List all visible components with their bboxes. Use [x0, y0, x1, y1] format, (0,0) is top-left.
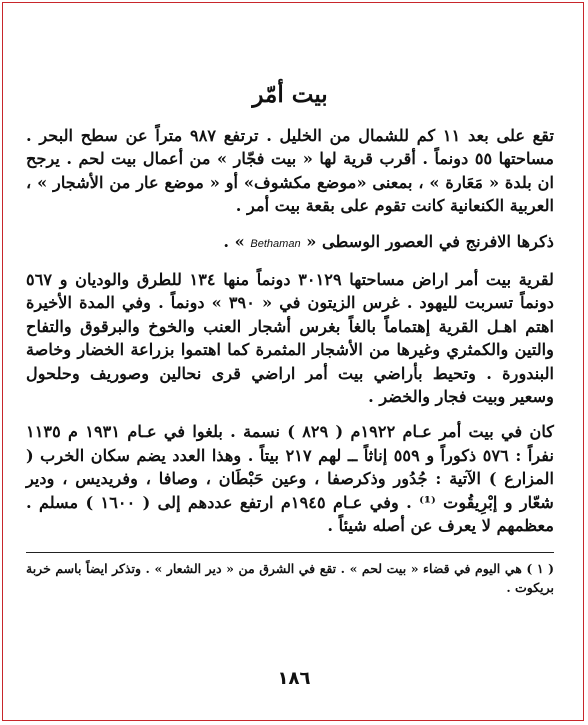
- crusader-text-after: » .: [223, 231, 251, 251]
- page-number: ١٨٦: [277, 668, 311, 689]
- footnote-divider: [26, 552, 554, 553]
- paragraph-land: لقرية بيت أمر اراض مساحتها ٣٠١٢٩ دونماً منها ١٣٤ للطرق والوديان و ٥٦٧ دونماً تسربت لليهود . غرس الزيتون في « ٣٩٠ » دونماً . وفي المدة الأخيرة اهتم اهـل القرية إهتماماً بالغاً بغرس أشجار العنب والخوخ والبرقوق والتفاح والتين والكمثري وغيرها من الأشجار المثمرة كما اهتموا بزراعة الخضار وخاصة البندورة . وتحيط بأراضي بيت أمر اراضي قرى نحالين وصوريف وحلحول وسعير وبيت فجار والخضر .: [26, 270, 554, 407]
- book-page: [26, 80, 554, 597]
- paragraph-population: كان في بيت أمر عـام ١٩٢٢م ( ٨٢٩ ) نسمة . بلغوا في عـام ١٩٣١ م ١١٣٥ نفراً : ٥٧٦ ذكوراً و ٥٥٩ إناثاً ــ لهم ٢١٧ بيتاً . وهذا العدد يضم سكان الخرب ( المزارع ) الآتية : جُدُور وذكرصفا ، وعين حَبْطَان ، وصافا ، وفريديس ، ودير شعّار و إبْرِيقُوت ⁽¹⁾ . وفي عـام ١٩٤٥م ارتفع عددهم إلى ( ١٦٠٠ ) مسلم . معظمهم لا يعرف عن أصله شيئاً .: [26, 422, 554, 536]
- page-title: بيت أمّر: [252, 81, 328, 108]
- paragraph-crusader-name: [26, 230, 554, 256]
- footnote: ( ١ ) هي اليوم في قضاء « بيت لحم » . تقع في الشرق من « دير الشعار » . وتذكر ايضاً باسم خربة بريكوت .: [26, 560, 554, 595]
- crusader-text-before: ذكرها الافرنج في العصور الوسطى «: [300, 231, 554, 251]
- latin-name: Bethaman: [250, 237, 301, 250]
- paragraph-location: تقع على بعد ١١ كم للشمال من الخليل . ترتفع ٩٨٧ متراً عن سطح البحر . مساحتها ٥٥ دونماً . أقرب قرية لها « بيت فجّار » من أعمال بيت لحم . يرجح ان بلدة « مَعَارة » ، بمعنى «موضع مكشوف» أو « موضع عار من الأشجار » ، العربية الكنعانية كانت تقوم على بقعة بيت أمر .: [26, 126, 555, 216]
